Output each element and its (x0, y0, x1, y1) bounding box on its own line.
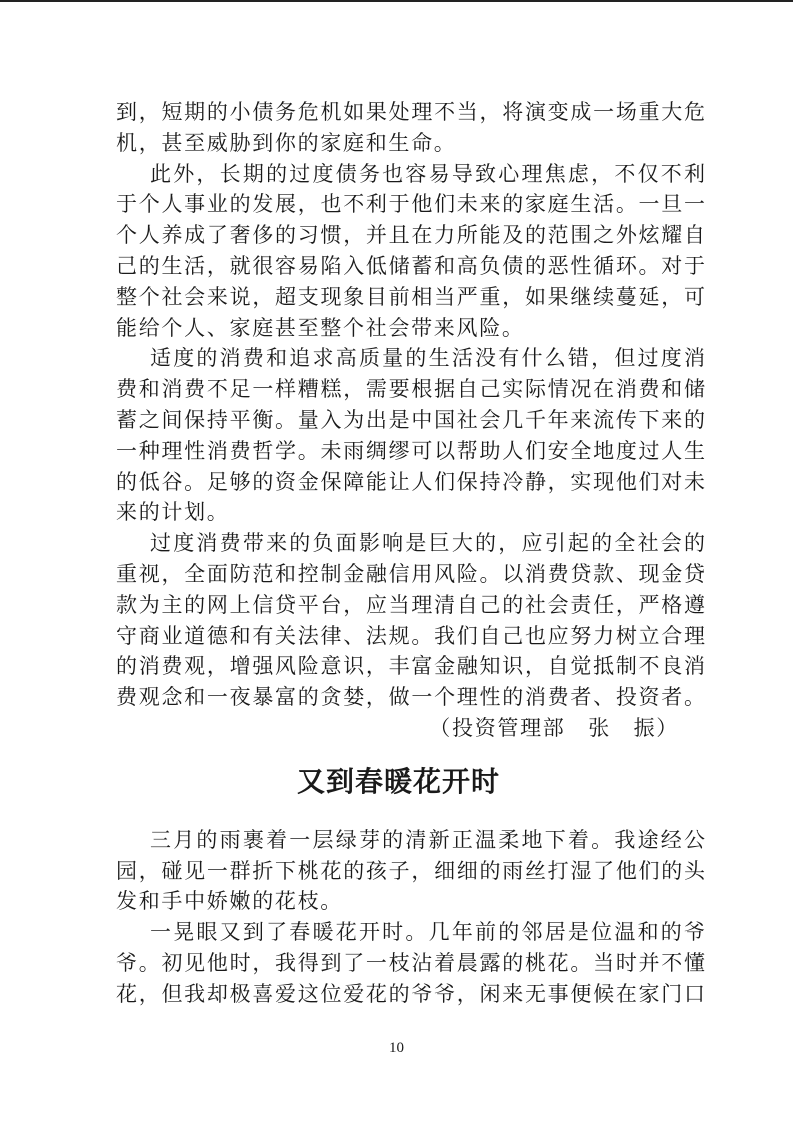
text-line: 款为主的网上信贷平台，应当理清自己的社会责任，严格遵 (116, 592, 705, 617)
article-overspending-body (116, 97, 705, 713)
text-line: 蓄之间保持平衡。量入为出是中国社会几千年来流传下来的 (116, 407, 705, 432)
text-line: 于个人事业的发展，也不利于他们未来的家庭生活。一旦一 (116, 192, 705, 217)
attribution-line: （投资管理部 张 振） (429, 715, 679, 740)
text-line: 个人养成了奢侈的习惯，并且在力所能及的范围之外炫耀自 (116, 223, 705, 248)
text-line: 到，短期的小债务危机如果处理不当，将演变成一场重大危 (116, 100, 705, 124)
text-line: 过度消费带来的负面影响是巨大的，应引起的全社会的 (150, 531, 705, 556)
text-line: 发和手中娇嫩的花枝。 (116, 889, 343, 914)
article-title: 又到春暖花开时 (296, 764, 500, 798)
text-line: 此外，长期的过度债务也容易导致心理焦虑，不仅不利 (150, 161, 705, 186)
text-line: 费观念和一夜暴富的贪婪，做一个理性的消费者、投资者。 (116, 685, 705, 710)
text-line: 整个社会来说，超支现象目前相当严重，如果继续蔓延，可 (116, 284, 705, 309)
text-line: 守商业道德和有关法律、法规。我们自己也应努力树立合理 (116, 623, 705, 648)
text-line: 重视，全面防范和控制金融信用风险。以消费贷款、现金贷 (116, 561, 705, 586)
scan-top-edge-line (0, 0, 793, 2)
text-line: 费和消费不足一样糟糕，需要根据自己实际情况在消费和储 (116, 377, 705, 402)
text-line: 的消费观，增强风险意识，丰富金融知识，自觉抵制不良消 (116, 654, 705, 679)
text-line: 一晃眼又到了春暖花开时。几年前的邻居是位温和的爷 (150, 920, 705, 945)
text-line: 园，碰见一群折下桃花的孩子，细细的雨丝打湿了他们的头 (116, 858, 705, 883)
text-line: 能给个人、家庭甚至整个社会带来风险。 (116, 315, 525, 340)
text-line: 爷。初见他时，我得到了一枝沾着晨露的桃花。当时并不懂 (116, 950, 705, 975)
text-line: 三月的雨裹着一层绿芽的清新正温柔地下着。我途经公 (150, 827, 705, 852)
text-column (116, 97, 705, 1010)
text-line: 花，但我却极喜爱这位爱花的爷爷，闲来无事便候在家门口 (116, 981, 705, 1006)
text-line: 机，甚至威胁到你的家庭和生命。 (116, 130, 457, 155)
text-line: 己的生活，就很容易陷入低储蓄和高负债的恶性循环。对于 (116, 253, 705, 278)
text-line: 适度的消费和追求高质量的生活没有什么错，但过度消 (150, 346, 705, 371)
text-line: 的低谷。足够的资金保障能让人们保持冷静，实现他们对未 (116, 469, 705, 494)
text-line: 来的计划。 (116, 500, 230, 525)
text-line: 一种理性消费哲学。未雨绸缪可以帮助人们安全地度过人生 (116, 438, 705, 463)
page-number: 10 (389, 1040, 404, 1056)
article-spring-body (116, 825, 705, 1010)
